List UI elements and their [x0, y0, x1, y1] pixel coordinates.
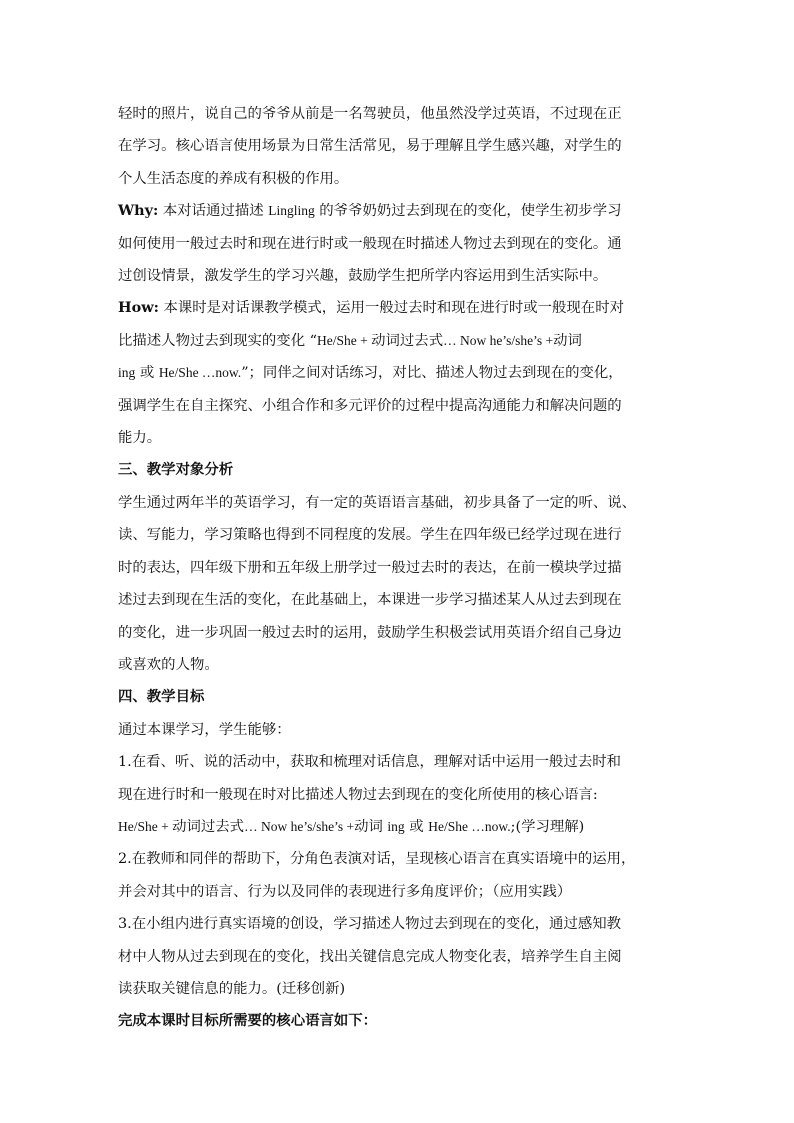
document-body — [118, 98, 678, 1038]
section-heading-4: 四、教学目标 — [118, 688, 205, 706]
goal-2-line: 2.在教师和同伴的帮助下，分角色表演对话，呈现核心语言在真实语境中的运用， — [118, 851, 636, 868]
text-run: 或 — [404, 818, 429, 835]
text-run: 动词过去式 — [371, 332, 444, 349]
paragraph-line — [118, 357, 678, 389]
paragraph-line: 或喜欢的人物。 — [118, 656, 219, 673]
goal-3-line: 材中人物从过去到现在的变化，找出关键信息完成人物变化表，培养学生自主阅 — [118, 948, 622, 965]
goal-1-line: 1.在看、听、说的活动中，获取和梳理对话信息，理解对话中运用一般过去时和 — [118, 754, 622, 771]
text-run: ;(学习理解) — [510, 818, 585, 835]
paragraph-line: 时的表达，四年级下册和五年级上册学过一般过去时的表达，在前一模块学过描 — [118, 559, 622, 576]
text-run: 比描述人物过去到现实的变化 “ — [118, 332, 318, 349]
section-heading-3: 三、教学对象分析 — [118, 461, 234, 479]
text-run: Lingling — [268, 203, 315, 219]
paragraph-line: 的变化，进一步巩固一般过去时的运用，鼓励学生积极尝试用英语介绍自己身边 — [118, 624, 622, 641]
paragraph-line: 轻时的照片，说自己的爷爷从前是一名驾驶员，他虽然没学过英语，不过现在正 — [118, 106, 622, 122]
paragraph-line: 通过本课学习，学生能够： — [118, 721, 291, 738]
text-run: ing — [118, 365, 136, 381]
core-language-heading: 完成本课时目标所需要的核心语言如下： — [118, 1012, 378, 1030]
paragraph-line: 学生通过两年半的英语学习，有一定的英语语言基础，初步具备了一定的听、说、 — [118, 494, 637, 511]
how-paragraph-line — [118, 292, 678, 324]
paragraph-line: 强调学生在自主探究、小组合作和多元评价的过程中提高沟通能力和解决问题的 — [118, 397, 622, 414]
text-run: He/She …now. — [428, 818, 511, 834]
why-paragraph-line — [118, 195, 678, 227]
goal-3-line: 3.在小组内进行真实语境的创设，学习描述人物过去到现在的变化，通过感知教 — [118, 916, 622, 933]
goal-1-line — [118, 811, 678, 843]
paragraph-line: 述过去到现在生活的变化，在此基础上，本课进一步学习描述某人从过去到现在 — [118, 592, 622, 609]
goal-2-line: 并会对其中的语言、行为以及同伴的表现进行多角度评价；（应用实践） — [118, 883, 572, 900]
text-run: 本对话通过描述 — [158, 203, 269, 220]
text-run: He/She + — [317, 332, 372, 348]
paragraph-line: 在学习。核心语言使用场景为日常生活常见，易于理解且学生感兴趣，对学生的 — [118, 138, 622, 155]
paragraph-line: 能力。 — [118, 430, 162, 447]
text-run: ing — [387, 818, 405, 834]
paragraph-line: 如何使用一般过去时和现在进行时或一般现在时描述人物过去到现在的变化。通 — [118, 235, 622, 252]
paragraph-line: 个人生活态度的养成有积极的作用。 — [118, 170, 349, 187]
text-run: 动词 — [354, 818, 388, 835]
paragraph-line: 过创设情景，激发学生的学习兴趣，鼓励学生把所学内容运用到生活实际中。 — [118, 268, 608, 285]
how-label: How: — [118, 299, 159, 317]
paragraph-line — [118, 325, 678, 357]
text-run: 动词过去式 — [172, 818, 245, 835]
goal-3-line: 读获取关键信息的能力。(迁移创新) — [118, 980, 346, 997]
text-run: He/She + — [118, 818, 173, 834]
text-run: He/She …now. — [158, 365, 242, 381]
text-run: 动词 — [553, 332, 582, 349]
paragraph-line: 读、写能力，学习策略也得到不同程度的发展。学生在四年级已经学过现在进行 — [118, 527, 622, 544]
text-run: … Now he’s/she’s + — [244, 818, 355, 834]
goal-1-line: 现在进行时和一般现在时对比描述人物过去到现在的变化所使用的核心语言: — [118, 786, 598, 803]
text-run: 本课时是对话课教学模式，运用一般过去时和现在进行时或一般现在时对 — [158, 300, 624, 317]
text-run: 的爷爷奶奶过去到现在的变化，使学生初步学习 — [314, 203, 622, 220]
why-label: Why: — [118, 202, 159, 220]
text-run: ”；同伴之间对话练习，对比、描述人物过去到现在的变化， — [241, 365, 623, 382]
text-run: 或 — [135, 365, 159, 382]
text-run: … Now he’s/she’s + — [443, 332, 554, 348]
